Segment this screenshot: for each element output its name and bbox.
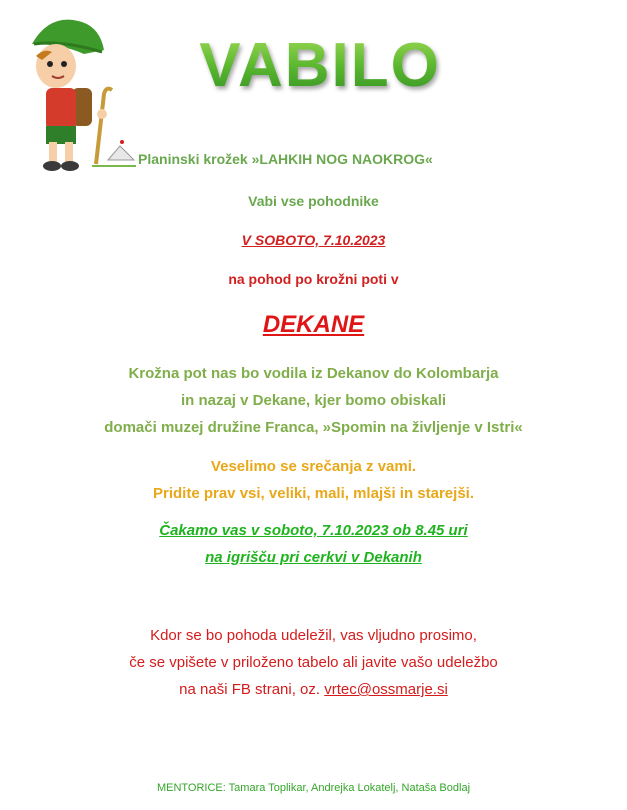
- route-block: [0, 360, 627, 441]
- route-line-3: domači muzej družine Franca, »Spomin na življenje v Istri«: [104, 419, 523, 436]
- page-title: VABILO: [170, 30, 470, 101]
- destination-heading: DEKANE: [262, 311, 365, 338]
- signup-line-3-prefix: na naši FB strani, oz.: [179, 681, 325, 698]
- route-line-1: Krožna pot nas bo vodila iz Dekanov do Kolombarja: [128, 365, 499, 382]
- hike-line: na pohod po krožni poti v: [228, 271, 399, 287]
- footer-mentors: MENTORICE: Tamara Toplikar, Andrejka Lokatelj, Nataša Bodlaj: [156, 782, 471, 794]
- email-link[interactable]: vrtec@ossmarje.si: [324, 681, 448, 698]
- signup-line-1: Kdor se bo pohoda udeležil, vas vljudno prosimo,: [150, 627, 477, 644]
- meeting-line-2: na igrišču pri cerkvi v Dekanih: [205, 549, 422, 566]
- meeting-block: [0, 517, 627, 571]
- welcome-line-1: Veselimo se srečanja z vami.: [210, 458, 417, 475]
- date-line: V SOBOTO, 7.10.2023: [241, 232, 386, 248]
- signup-line-2: če se vpišete v priloženo tabelo ali javite vašo udeležbo: [129, 654, 498, 671]
- hiker-boy-icon: [22, 14, 142, 174]
- invites-line: Vabi vse pohodnike: [248, 193, 379, 209]
- meeting-line-1: Čakamo vas v soboto, 7.10.2023 ob 8.45 uri: [159, 522, 468, 539]
- welcome-line-2: Pridite prav vsi, veliki, mali, mlajši in starejši.: [153, 485, 474, 502]
- club-line: Planinski krožek »LAHKIH NOG NAOKROG«: [138, 151, 433, 167]
- welcome-block: [0, 453, 627, 507]
- signup-line-3: [0, 676, 627, 703]
- route-line-2: in nazaj v Dekane, kjer bomo obiskali: [180, 392, 447, 409]
- signup-block: [0, 622, 627, 703]
